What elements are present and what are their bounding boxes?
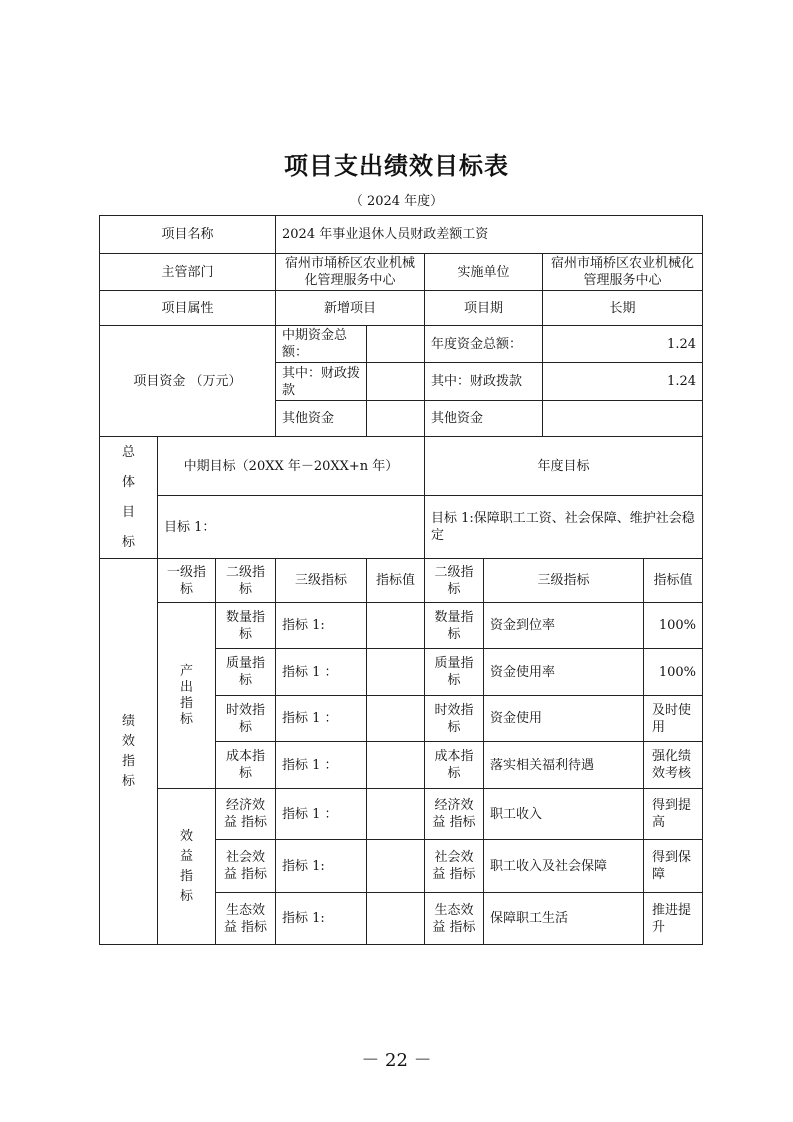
row-mid-level3: 指标 1 ： — [282, 757, 338, 773]
mid-total-label: 中期资金总额： — [282, 328, 348, 360]
annual-goal-text: 目标 1:保障职工工资、社会保障、维护社会稳定 — [431, 511, 695, 543]
row-level2: 质量指标 — [225, 656, 265, 688]
row-level3-b: 资金到位率 — [490, 618, 556, 633]
header-value-b: 指标值 — [653, 573, 693, 588]
annual-fiscal-value: 1.24 — [667, 374, 696, 389]
row-mid-level3: 指标 1: — [282, 618, 325, 633]
benefit-indicator-label: 效 益 指 标 — [179, 828, 193, 904]
row-value: 推进提升 — [652, 902, 692, 935]
row-value: 100% — [658, 618, 696, 633]
row-level3-b: 资金使用率 — [490, 664, 556, 680]
row-mid-level3: 指标 1: — [282, 858, 325, 874]
mid-fiscal-label: 其中：财政拨款 — [282, 365, 361, 398]
row-level3-b: 资金使用 — [490, 711, 543, 726]
row-value: 100% — [658, 664, 696, 680]
header-level2-b: 二级指标 — [434, 564, 474, 597]
row-value: 得到提高 — [652, 798, 692, 830]
row-level3-b: 职工收入及社会保障 — [490, 858, 608, 874]
annual-total-label: 年度资金总额： — [431, 336, 523, 352]
document-year: （ 2024 年度） — [349, 194, 444, 209]
row-level2-b: 质量指标 — [434, 656, 474, 688]
row-level3-b: 落实相关福利待遇 — [490, 757, 595, 773]
row-level2: 生态效益 指标 — [223, 902, 268, 935]
document-title: 项目支出绩效目标表 — [284, 152, 509, 180]
row-level2: 成本指标 — [225, 749, 265, 781]
period-value: 长期 — [609, 300, 636, 316]
dept-value: 宿州市埇桥区农业机械化管理服务中心 — [284, 256, 415, 288]
output-indicator-label: 产 出 指 标 — [179, 663, 193, 727]
row-mid-level3: 指标 1 ： — [282, 806, 338, 822]
row-mid-level3: 指标 1 ： — [282, 711, 338, 726]
row-level2: 数量指标 — [225, 609, 265, 642]
annual-total-value: 1.24 — [667, 336, 696, 352]
mid-goal-header: 中期目标（20XX 年－20XX+n 年） — [183, 458, 399, 474]
impl-value: 宿州市埇桥区农业机械化管理服务中心 — [551, 256, 695, 288]
row-level2-b: 生态效益 指标 — [432, 902, 476, 935]
impl-label: 实施单位 — [457, 264, 510, 280]
row-value: 得到保障 — [652, 850, 692, 882]
mid-other-label: 其他资金 — [282, 411, 335, 426]
row-level2: 时效指标 — [225, 702, 265, 735]
row-mid-level3: 指标 1 ： — [282, 664, 338, 680]
attr-label: 项目属性 — [161, 300, 214, 316]
annual-goal-header: 年度目标 — [537, 458, 590, 474]
row-mid-level3: 指标 1: — [282, 911, 325, 926]
annual-fiscal-label: 其中：财政拨款 — [431, 374, 523, 389]
project-name-label: 项目名称 — [161, 227, 214, 242]
period-label: 项目期 — [463, 300, 503, 316]
row-level2: 社会效益 指标 — [223, 850, 268, 882]
header-level2: 二级指标 — [225, 564, 265, 597]
row-level3-b: 职工收入 — [490, 806, 543, 822]
header-level3: 三级指标 — [294, 573, 347, 588]
row-level2-b: 时效指标 — [434, 702, 474, 735]
row-level2-b: 数量指标 — [434, 609, 474, 642]
header-level1: 一级指标 — [166, 564, 206, 597]
attr-value: 新增项目 — [323, 300, 376, 316]
header-value: 指标值 — [375, 573, 415, 588]
project-name-value: 2024 年事业退休人员财政差额工资 — [282, 227, 489, 242]
row-value: 强化绩效考核 — [652, 749, 692, 781]
fund-label: 项目资金 （万元） — [133, 373, 242, 389]
row-level2: 经济效益 指标 — [223, 798, 268, 830]
page-number: － 22 － — [361, 1050, 432, 1071]
row-level2-b: 经济效益 指标 — [432, 798, 476, 830]
row-level2-b: 成本指标 — [434, 749, 474, 781]
performance-side-label: 绩 效 指 标 — [121, 713, 135, 789]
mid-goal-text: 目标 1： — [164, 519, 216, 535]
row-level3-b: 保障职工生活 — [490, 911, 569, 926]
dept-label: 主管部门 — [161, 264, 214, 280]
annual-other-label: 其他资金 — [431, 411, 484, 426]
overall-goals-side-label: 总 体 目 标 — [121, 444, 135, 550]
header-level3-b: 三级指标 — [537, 573, 590, 588]
row-value: 及时使用 — [652, 702, 692, 735]
row-level2-b: 社会效益 指标 — [432, 850, 476, 882]
